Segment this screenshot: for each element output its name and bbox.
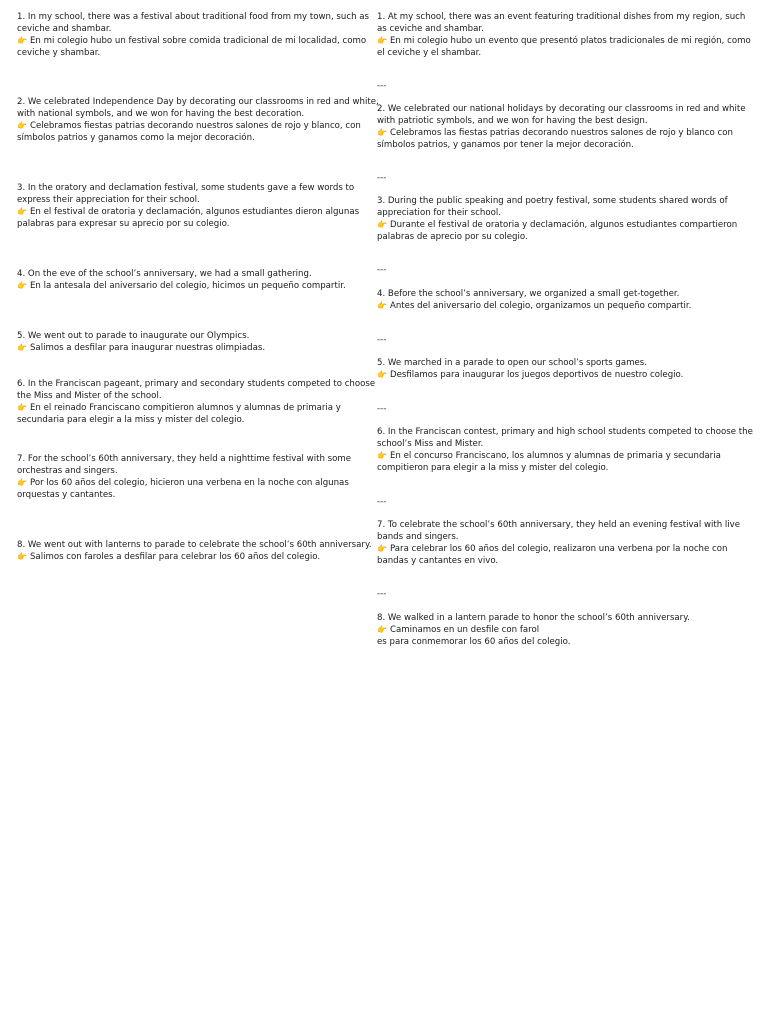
spanish-text: Salimos a desfilar para inaugurar nuestras olimpiadas. — [29, 343, 266, 353]
english-sentence: 5. We marched in a parade to open our school’s sports games. — [377, 358, 648, 368]
right-item-2 — [377, 103, 755, 151]
spanish-text: En la antesala del aniversario del colegio, hicimos un pequeño compartir. — [29, 281, 346, 291]
left-item-6 — [17, 378, 379, 426]
spanish-text: Celebramos las fiestas patrias decorando nuestros salones de rojo y blanco con símbolos patrios, y ganamos por tener la mejor decoración. — [377, 128, 733, 150]
spanish-sentence — [377, 624, 755, 636]
spanish-sentence — [377, 219, 755, 243]
pointing-hand-icon: 👉 — [17, 281, 27, 290]
pointing-hand-icon: 👉 — [377, 220, 387, 229]
english-sentence: 7. To celebrate the school’s 60th anniversary, they held an evening festival with live bands and singers. — [377, 520, 741, 542]
spanish-text: Antes del aniversario del colegio, organizamos un pequeño compartir. — [389, 301, 692, 311]
english-sentence: 3. During the public speaking and poetry festival, some students shared words of appreciation for their school. — [377, 196, 728, 218]
spanish-sentence — [17, 402, 379, 426]
spanish-text: Salimos con faroles a desfilar para celebrar los 60 años del colegio. — [29, 552, 321, 562]
spanish-sentence — [377, 543, 755, 567]
spanish-text: En mi colegio hubo un festival sobre comida tradicional de mi localidad, como ceviche y shambar. — [17, 36, 367, 58]
english-sentence: 1. In my school, there was a festival about traditional food from my town, such as ceviche and shambar. — [17, 12, 370, 34]
spanish-text: Para celebrar los 60 años del colegio, realizaron una verbena por la noche con bandas y cantantes en vivo. — [377, 544, 728, 566]
pointing-hand-icon: 👉 — [377, 544, 387, 553]
spanish-sentence — [17, 206, 379, 230]
separator: --- — [377, 404, 387, 414]
pointing-hand-icon: 👉 — [377, 451, 387, 460]
spanish-text: En el reinado Franciscano compitieron alumnos y alumnas de primaria y secundaria para elegir a la miss y mister del colegio. — [17, 403, 341, 425]
pointing-hand-icon: 👉 — [377, 128, 387, 137]
left-item-2 — [17, 96, 379, 144]
pointing-hand-icon: 👉 — [17, 36, 27, 45]
spanish-text: Por los 60 años del colegio, hicieron una verbena en la noche con algunas orquestas y cantantes. — [17, 478, 349, 500]
left-item-8 — [17, 539, 379, 563]
pointing-hand-icon: 👉 — [17, 478, 27, 487]
spanish-sentence — [377, 35, 755, 59]
left-item-4 — [17, 268, 379, 292]
pointing-hand-icon: 👉 — [17, 552, 27, 561]
spanish-sentence — [377, 127, 755, 151]
right-item-8 — [377, 612, 755, 648]
english-sentence: 7. For the school’s 60th anniversary, they held a nighttime festival with some orchestras and singers. — [17, 454, 352, 476]
spanish-sentence — [17, 551, 379, 563]
right-item-7 — [377, 519, 755, 567]
separator: --- — [377, 81, 387, 91]
spanish-text: En el festival de oratoria y declamación, algunos estudiantes dieron algunas palabras para expresar su aprecio por su colegio. — [17, 207, 360, 229]
spanish-text: En el concurso Franciscano, los alumnos y alumnas de primaria y secundaria compitieron para elegir a la miss y mister del colegio. — [377, 451, 721, 473]
pointing-hand-icon: 👉 — [377, 370, 387, 379]
pointing-hand-icon: 👉 — [17, 207, 27, 216]
spanish-sentence — [377, 450, 755, 474]
left-item-1 — [17, 11, 379, 59]
spanish-text: Durante el festival de oratoria y declamación, algunos estudiantes compartieron palabras de aprecio por su colegio. — [377, 220, 738, 242]
separator: --- — [377, 497, 387, 507]
english-sentence: 4. On the eve of the school’s anniversary, we had a small gathering. — [17, 269, 312, 279]
english-sentence: 3. In the oratory and declamation festival, some students gave a few words to express their appreciation for their school. — [17, 183, 355, 205]
left-item-5 — [17, 330, 379, 354]
spanish-text: Celebramos fiestas patrias decorando nuestros salones de rojo y blanco, con símbolos patrios y ganamos como la mejor decoración. — [17, 121, 361, 143]
separator: --- — [377, 265, 387, 275]
english-sentence: 6. In the Franciscan contest, primary and high school students competed to choose the school’s Miss and Mister. — [377, 427, 753, 449]
english-sentence: 2. We celebrated our national holidays by decorating our classrooms in red and white with patriotic symbols, and we won for having the best design. — [377, 104, 746, 126]
pointing-hand-icon: 👉 — [17, 403, 27, 412]
spanish-sentence — [377, 369, 755, 381]
pointing-hand-icon: 👉 — [377, 36, 387, 45]
spanish-sentence — [17, 477, 379, 501]
english-sentence: 1. At my school, there was an event featuring traditional dishes from my region, such as ceviche and shambar. — [377, 12, 746, 34]
separator: --- — [377, 173, 387, 183]
pointing-hand-icon: 👉 — [377, 301, 387, 310]
spanish-sentence — [17, 120, 379, 144]
right-item-4 — [377, 288, 755, 312]
separator: --- — [377, 335, 387, 345]
english-sentence: 6. In the Franciscan pageant, primary and secondary students competed to choose the Miss and Mister of the school. — [17, 379, 376, 401]
pointing-hand-icon: 👉 — [17, 121, 27, 130]
english-sentence: 8. We walked in a lantern parade to honor the school’s 60th anniversary. — [377, 613, 690, 623]
english-sentence: 2. We celebrated Independence Day by decorating our classrooms in red and white, with national symbols, and we won for having the best decoration. — [17, 97, 379, 119]
right-item-3 — [377, 195, 755, 243]
spanish-text: En mi colegio hubo un evento que presentó platos tradicionales de mi región, como el ceviche y el shambar. — [377, 36, 751, 58]
spanish-text: Desfilamos para inaugurar los juegos deportivos de nuestro colegio. — [389, 370, 684, 380]
english-sentence: 5. We went out to parade to inaugurate our Olympics. — [17, 331, 250, 341]
english-sentence: 8. We went out with lanterns to parade to celebrate the school’s 60th anniversary. — [17, 540, 372, 550]
left-item-3 — [17, 182, 379, 230]
right-item-6 — [377, 426, 755, 474]
spanish-text: Caminamos en un desfile con farol — [389, 625, 540, 635]
right-item-5 — [377, 357, 755, 381]
spanish-sentence — [17, 280, 379, 292]
pointing-hand-icon: 👉 — [17, 343, 27, 352]
right-item-1 — [377, 11, 755, 59]
separator: --- — [377, 589, 387, 599]
spanish-sentence — [17, 35, 379, 59]
spanish-sentence-continuation: es para conmemorar los 60 años del colegio. — [377, 637, 571, 647]
pointing-hand-icon: 👉 — [377, 625, 387, 634]
spanish-sentence — [377, 300, 755, 312]
english-sentence: 4. Before the school’s anniversary, we organized a small get-together. — [377, 289, 680, 299]
left-item-7 — [17, 453, 379, 501]
spanish-sentence — [17, 342, 379, 354]
